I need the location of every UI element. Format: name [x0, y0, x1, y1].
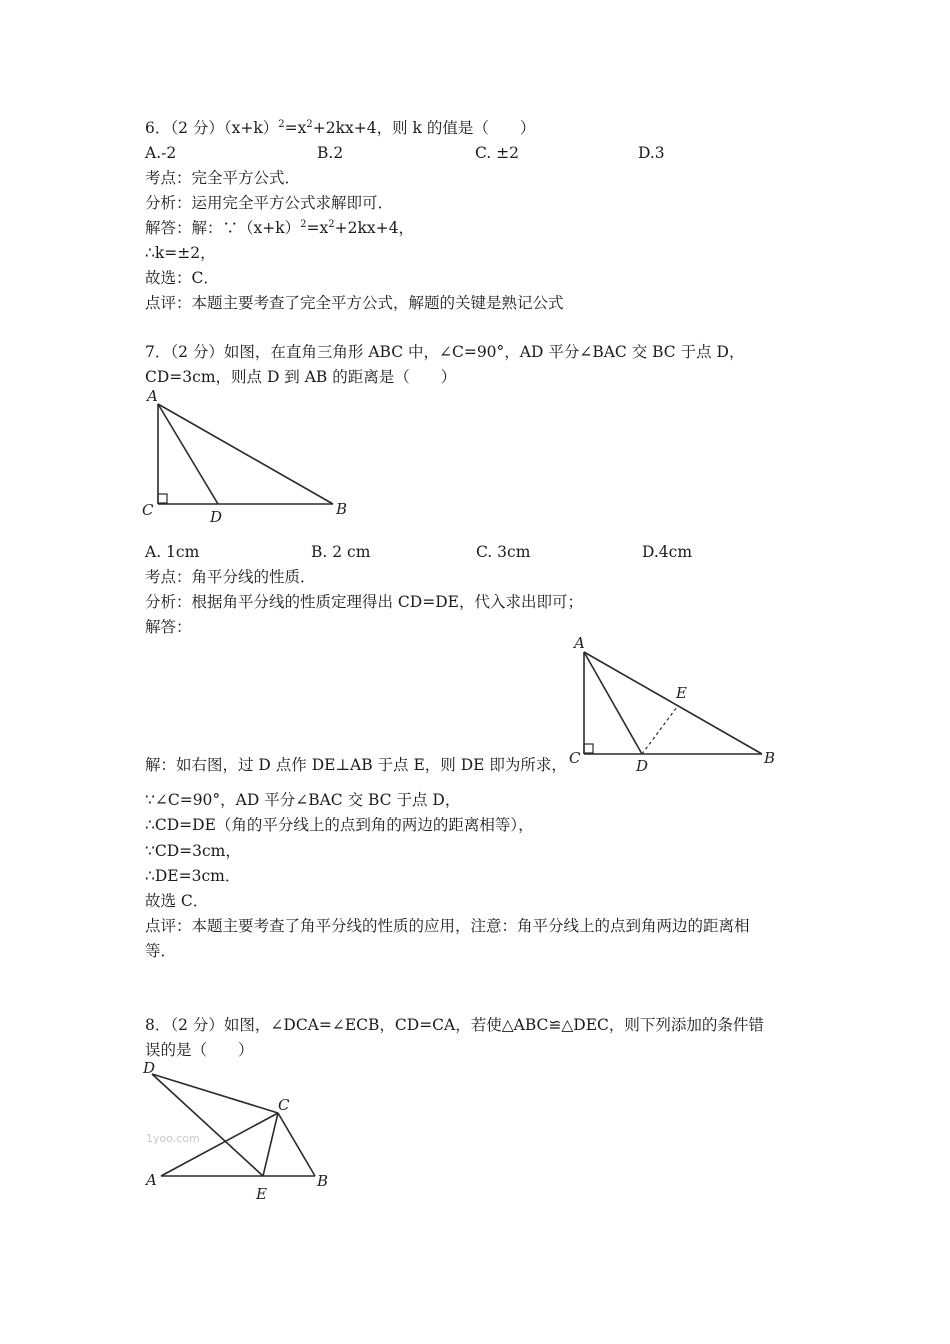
label-b: B	[764, 749, 776, 767]
q6-option-d: D.3	[638, 144, 665, 162]
q7-jieda: 解答：	[145, 618, 192, 636]
q6-option-a: A.-2	[145, 144, 177, 162]
q7-sol-line4: ∵CD=3cm，	[145, 842, 241, 860]
q6-step1: ∴k=±2，	[145, 244, 216, 262]
label-a: A	[574, 634, 585, 652]
q7-option-b: B. 2 cm	[311, 543, 371, 561]
label-e: E	[256, 1185, 267, 1203]
q7-triangle-figure	[138, 385, 358, 525]
q7-solution-figure	[562, 632, 802, 777]
q7-kaodian: 考点：角平分线的性质．	[145, 568, 316, 586]
q8-stem-line2: 误的是（ ）	[145, 1041, 254, 1059]
label-e: E	[676, 684, 687, 702]
right-angle-mark	[158, 494, 167, 503]
label-c: C	[278, 1096, 290, 1114]
segment-de	[152, 1074, 263, 1176]
segment-ad	[158, 404, 218, 504]
label-d: D	[143, 1059, 156, 1077]
q6-choose: 故选：C．	[145, 269, 219, 287]
label-d: D	[210, 508, 223, 526]
q6-dianping: 点评：本题主要考查了完全平方公式，解题的关键是熟记公式	[145, 294, 564, 312]
q7-stem-line1: 7．（2 分）如图，在直角三角形 ABC 中，∠C=90°，AD 平分∠BAC 交 BC 于点 D，	[145, 343, 745, 361]
q7-choose: 故选 C．	[145, 892, 209, 910]
q6-jieda: 解答：解：$\because(x+k)^2=x^2+2kx+4$，	[145, 219, 414, 237]
q7-fenxi: 分析：根据角平分线的性质定理得出 CD=DE，代入求出即可；	[145, 593, 583, 611]
segment-cb	[278, 1113, 315, 1176]
q7-sol-line5: ∴DE=3cm．	[145, 867, 241, 885]
segment-ab	[158, 404, 333, 504]
segment-ce	[263, 1113, 278, 1176]
q7-sol-line2: ∵∠C=90°，AD 平分∠BAC 交 BC 于点 D，	[145, 791, 461, 809]
segment-de-dashed	[642, 707, 677, 754]
q7-sol-line1: 解：如右图，过 D 点作 DE⊥AB 于点 E，则 DE 即为所求，	[145, 756, 567, 774]
q8-figure	[140, 1058, 340, 1208]
label-d: D	[636, 757, 649, 775]
watermark: 1yoo.com	[146, 1132, 200, 1145]
q7-dianping-line1: 点评：本题主要考查了角平分线的性质的应用，注意：角平分线上的点到角两边的距离相	[145, 917, 750, 935]
q8-stem-line1: 8．（2 分）如图，∠DCA=∠ECB，CD=CA，若使△ABC≌△DEC，则下列添加的条件错	[145, 1016, 764, 1034]
q6-option-c: C. ±2	[475, 144, 520, 162]
label-a: A	[147, 387, 158, 405]
q7-dianping-line2: 等．	[145, 942, 177, 960]
label-b: B	[317, 1172, 329, 1190]
segment-dc	[152, 1074, 278, 1113]
label-c: C	[142, 501, 154, 519]
q7-sol-line3: ∴CD=DE（角的平分线上的点到角的两边的距离相等），	[145, 816, 534, 834]
label-b: B	[336, 500, 348, 518]
q7-stem-line2: CD=3cm，则点 D 到 AB 的距离是（ ）	[145, 368, 457, 386]
q7-option-d: D.4cm	[642, 543, 693, 561]
q6-fenxi: 分析：运用完全平方公式求解即可．	[145, 194, 394, 212]
right-angle-mark	[584, 744, 593, 753]
q7-option-c: C. 3cm	[476, 543, 531, 561]
q7-option-a: A. 1cm	[145, 543, 200, 561]
q6-kaodian: 考点：完全平方公式．	[145, 169, 301, 187]
q6-stem: 6．（2 分）$(x+k)^2=x^2+2kx+4$，则 k 的值是（ ）	[145, 119, 536, 137]
q6-option-b: B.2	[317, 144, 344, 162]
label-a: A	[146, 1171, 157, 1189]
segment-ad	[584, 652, 642, 754]
label-c: C	[569, 749, 581, 767]
segment-ab	[584, 652, 762, 754]
